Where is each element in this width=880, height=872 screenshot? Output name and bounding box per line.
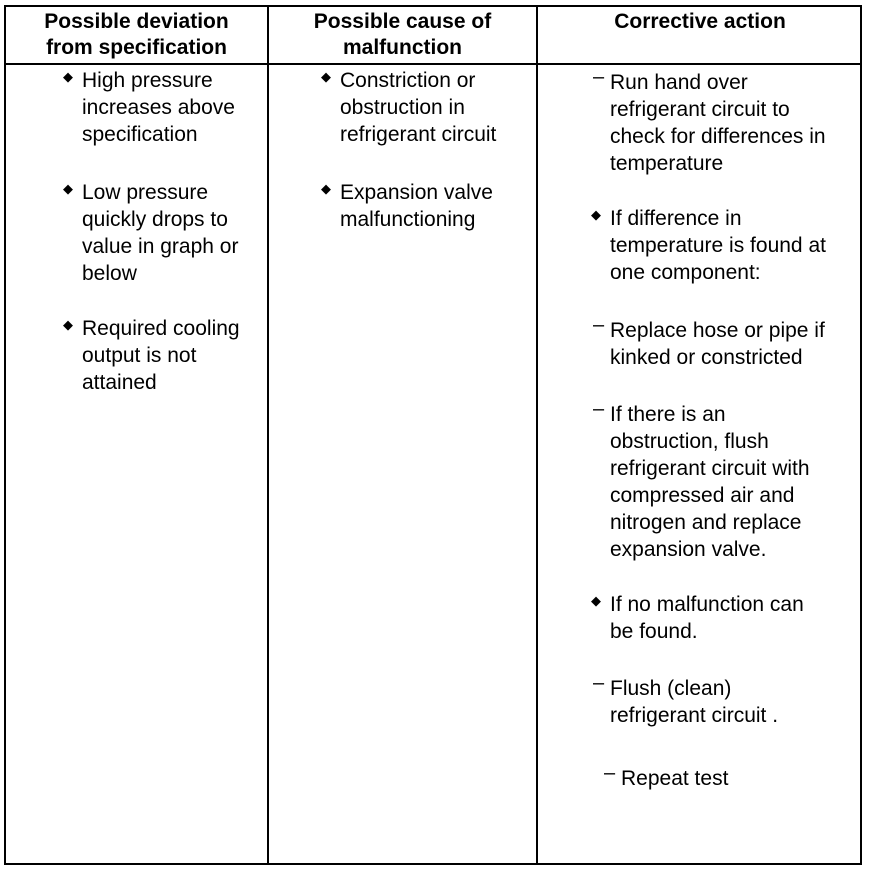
action-item xyxy=(591,591,804,645)
header-possible-cause xyxy=(269,7,536,63)
item-line: If there is an xyxy=(610,403,726,426)
deviation-item xyxy=(63,67,235,148)
item-line: attained xyxy=(82,371,157,394)
bullet-diamond-icon: ◆ xyxy=(591,207,601,222)
item-line: Replace hose or pipe if xyxy=(610,319,825,342)
item-line: nitrogen and replace xyxy=(610,511,802,534)
action-item xyxy=(591,205,826,286)
item-line: Flush (clean) xyxy=(610,677,732,700)
item-line: obstruction in xyxy=(340,96,465,119)
action-item xyxy=(593,398,810,563)
item-line: refrigerant circuit with xyxy=(610,457,810,480)
dash-icon: – xyxy=(593,314,605,336)
cause-item xyxy=(321,179,493,233)
item-line: Expansion valve xyxy=(340,181,493,204)
item-line: quickly drops to xyxy=(82,208,228,231)
item-line: High pressure xyxy=(82,69,213,92)
item-line: Low pressure xyxy=(82,181,209,204)
header-divider xyxy=(6,63,860,65)
item-line: below xyxy=(82,262,137,285)
dash-icon: – xyxy=(593,672,605,694)
item-line: be found. xyxy=(610,620,698,643)
item-line: If difference in xyxy=(610,207,742,230)
bullet-diamond-icon: ◆ xyxy=(321,69,331,84)
item-line: Repeat test xyxy=(621,767,729,790)
action-item xyxy=(604,762,729,792)
dash-icon: – xyxy=(593,398,605,420)
item-line: compressed air and xyxy=(610,484,795,507)
item-line: output is not xyxy=(82,344,197,367)
item-line: Required cooling xyxy=(82,317,240,340)
bullet-diamond-icon: ◆ xyxy=(63,317,73,332)
deviation-item xyxy=(63,315,240,396)
header-corrective-action xyxy=(538,7,862,63)
item-line: expansion valve. xyxy=(610,538,767,561)
item-line: one component: xyxy=(610,261,761,284)
item-line: check for differences in xyxy=(610,125,826,148)
bullet-diamond-icon: ◆ xyxy=(63,69,73,84)
bullet-diamond-icon: ◆ xyxy=(591,593,601,608)
header-line: Possible cause of xyxy=(313,10,492,33)
item-line: refrigerant circuit to xyxy=(610,98,790,121)
item-line: temperature is found at xyxy=(610,234,826,257)
troubleshooting-table xyxy=(4,5,862,865)
dash-icon: – xyxy=(593,66,605,88)
action-item xyxy=(593,314,825,371)
bullet-diamond-icon: ◆ xyxy=(63,181,73,196)
item-line: refrigerant circuit . xyxy=(610,704,779,727)
deviation-item xyxy=(63,179,239,287)
action-item xyxy=(593,66,826,177)
item-line: value in graph or xyxy=(82,235,239,258)
column-divider xyxy=(536,7,538,863)
item-line: kinked or constricted xyxy=(610,346,803,369)
cause-item xyxy=(321,67,497,148)
header-line: Possible deviation xyxy=(44,10,229,33)
bullet-diamond-icon: ◆ xyxy=(321,181,331,196)
item-line: temperature xyxy=(610,152,724,175)
dash-icon: – xyxy=(604,762,616,784)
item-line: Run hand over xyxy=(610,71,748,94)
item-line: obstruction, flush xyxy=(610,430,769,453)
header-line: malfunction xyxy=(343,36,462,59)
item-line: Constriction or xyxy=(340,69,476,92)
column-divider xyxy=(267,7,269,863)
action-item xyxy=(593,672,779,729)
item-line: malfunctioning xyxy=(340,208,476,231)
item-line: specification xyxy=(82,123,198,146)
header-line: from specification xyxy=(46,36,227,59)
header-possible-deviation xyxy=(6,7,267,63)
header-line: Corrective action xyxy=(614,10,786,33)
item-line: If no malfunction can xyxy=(610,593,804,616)
item-line: increases above xyxy=(82,96,235,119)
item-line: refrigerant circuit xyxy=(340,123,497,146)
